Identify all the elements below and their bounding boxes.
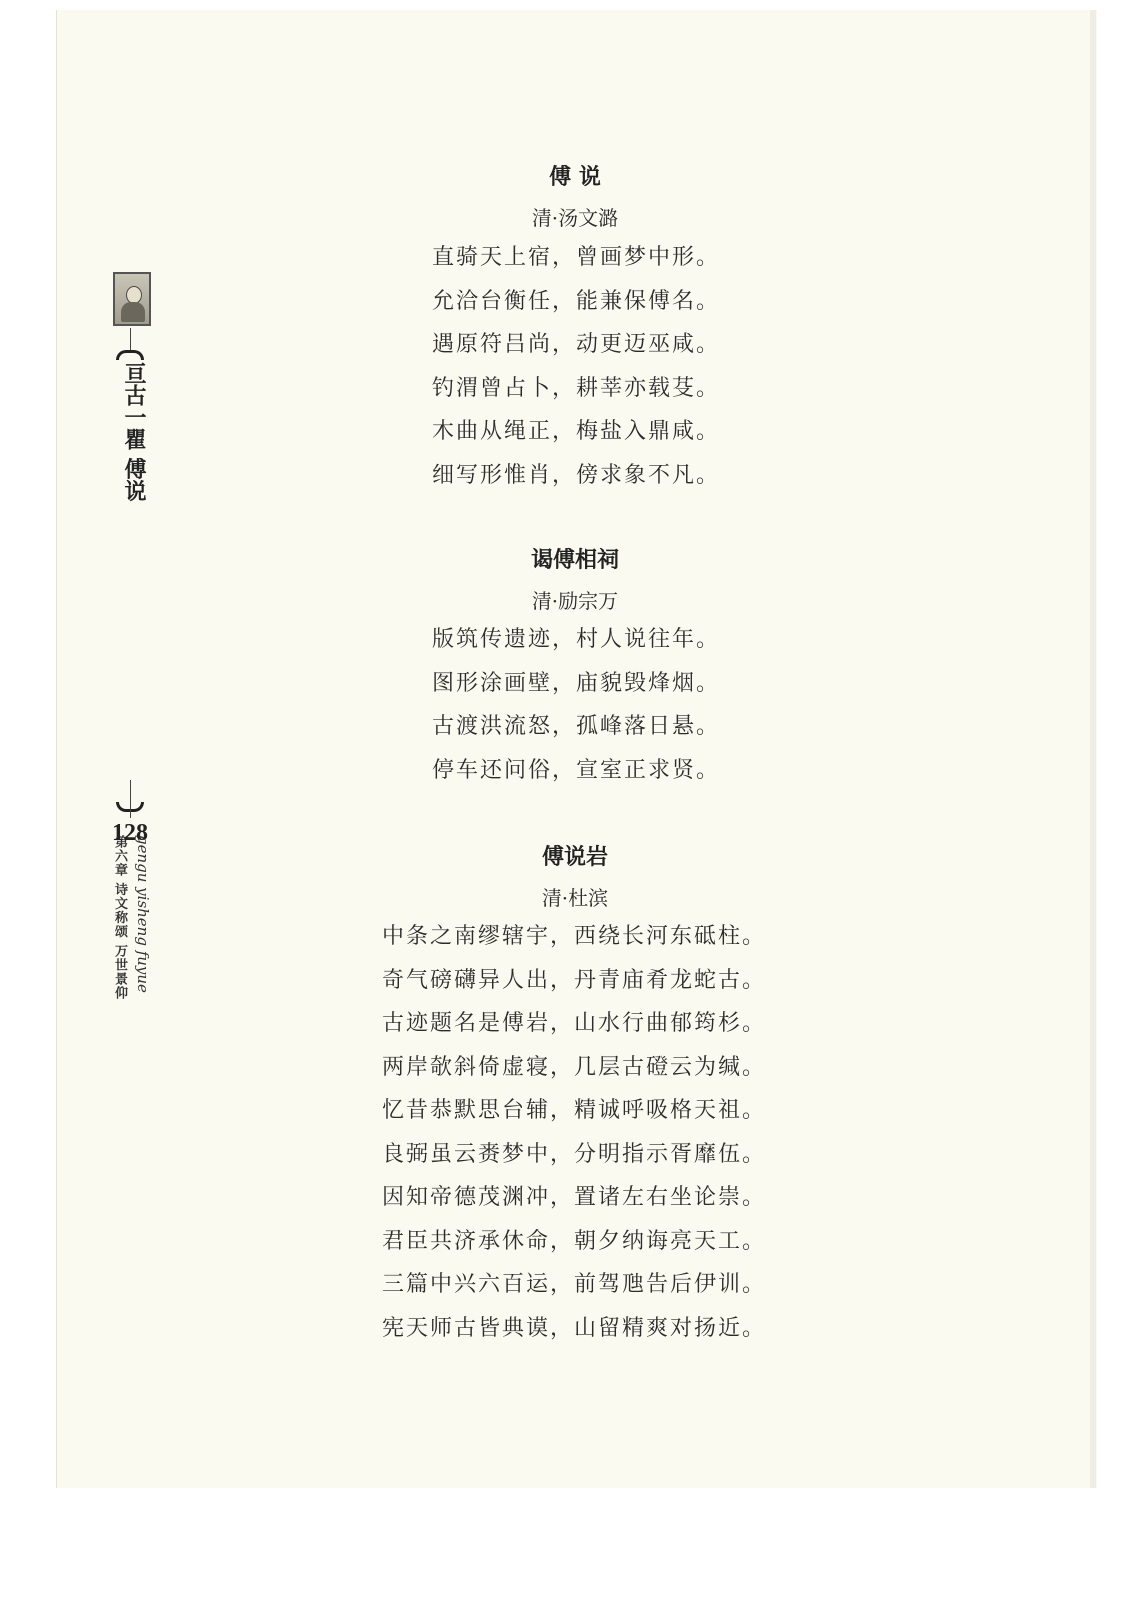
title-bracket-top [116, 350, 144, 360]
poem-line: 木曲从绳正，梅盐入鼎咸。 [432, 419, 721, 444]
poem-line: 君臣共济承休命，朝夕纳诲亮天工。 [382, 1228, 767, 1254]
poem-author: 清·励宗万 [531, 589, 619, 613]
poem-line: 古渡洪流怒，孤峰落日悬。 [432, 714, 721, 739]
poem-line: 良弼虽云赉梦中，分明指示胥靡伍。 [382, 1141, 767, 1167]
poem-lines [432, 618, 720, 792]
poem-lines [432, 236, 720, 497]
poem-line: 钓渭曾占卜，耕莘亦载芟。 [432, 375, 721, 401]
portrait-image [113, 272, 151, 326]
poem-line: 中条之南缪辖宇，西绕长河东砥柱。 [382, 924, 767, 949]
poem-line: 遇原符吕尚，动更迈巫咸。 [432, 332, 721, 357]
page-number: 128 [112, 820, 148, 846]
portrait-body [121, 302, 145, 322]
poem-line: 两岸欹斜倚虚寝，几层古磴云为缄。 [382, 1054, 767, 1080]
sidebar-rule-lower [130, 780, 131, 818]
poem-line: 直骑天上宿，曾画梦中形。 [432, 245, 721, 270]
book-title-pinyin: gengu yisheng fuyue [134, 835, 152, 993]
poem-line: 奇气磅礴异人出，丹青庙肴龙蛇古。 [382, 967, 767, 993]
poem-line: 版筑传遗迹，村人说往年。 [432, 627, 721, 652]
sidebar [110, 270, 160, 1001]
poem-author: 清·汤文潞 [531, 206, 619, 230]
poem-title: 傅 说 [549, 165, 601, 190]
poem-lines [382, 915, 766, 1350]
chapter-heading: 第六章 诗文称颂 万世景仰 [112, 835, 127, 1001]
book-title: 亘古一瞿 傅说 [121, 362, 146, 502]
poem-line: 细写形惟肖，傍求象不凡。 [432, 462, 721, 488]
poem-title: 傅说岩 [541, 845, 608, 870]
poem-line: 因知帝德茂渊冲，置诸左右坐论崇。 [382, 1185, 767, 1210]
sidebar-rule-top [130, 328, 131, 350]
poem-line: 图形涂画壁，庙貌毁烽烟。 [432, 670, 721, 696]
poem-line: 忆昔恭默思台辅，精诚呼吸格天祖。 [382, 1098, 767, 1123]
poem-title: 谒傅相祠 [530, 548, 619, 573]
poem-line: 允洽台衡任，能兼保傅名。 [432, 288, 721, 314]
poem-line: 宪天师古皆典谟，山留精爽对扬近。 [382, 1315, 767, 1341]
poem-line: 古迹题名是傅岩，山水行曲郁筠杉。 [382, 1011, 767, 1036]
poem-line: 三篇中兴六百运，前驾虺告后伊训。 [382, 1272, 767, 1297]
poem-line: 停车还问俗，宣室正求贤。 [432, 757, 721, 783]
page-edge [1090, 10, 1096, 1488]
poem-author: 清·杜滨 [541, 886, 609, 910]
